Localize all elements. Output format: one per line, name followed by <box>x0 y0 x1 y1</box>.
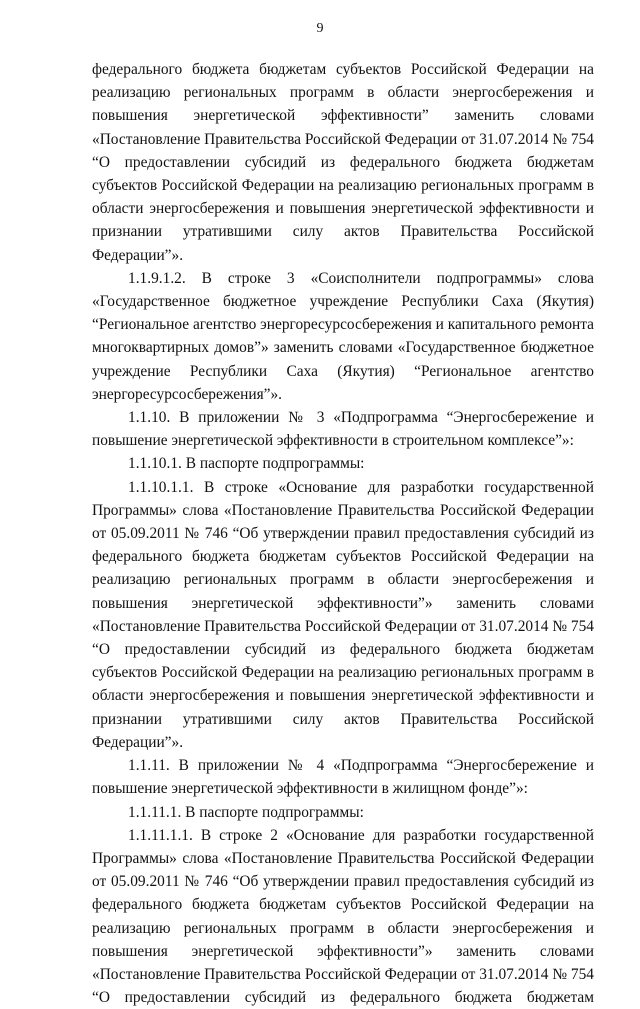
paragraph-amendment-continuation: федерального бюджета бюджетам субъектов Российской Федерации на реализацию региональных программ в области энергосбережения и повышения энергетической эффективности” заменить словами «Постановление Правительства Российской Федерации от 31.07.2014 № 754 “О предоставлении субсидий из федерального бюджета бюджетам субъектов Российской Федерации на реализацию региональных программ в области энергосбережения и повышения энергетической эффективности и признании утратившими силу актов Правительства Российской Федерации”». <box>92 61 594 264</box>
paragraph-1-1-10-1: 1.1.10.1. В паспорте подпрограммы: <box>128 455 365 473</box>
document-body <box>92 58 594 1009</box>
paragraph-1-1-11: 1.1.11. В приложении № 4 «Подпрограмма “Энергосбережение и повышение энергетической эффективности в жилищном фонде”»: <box>92 757 594 798</box>
paragraph-1-1-11-1-1: 1.1.11.1.1. В строке 2 «Основание для разработки государственной Программы» слова «Постановление Правительства Российской Федерации от 05.09.2011 № 746 “Об утверждении правил предоставления субсидий из федерального бюджета бюджетам субъектов Российской Федерации на реализацию региональных программ в области энергосбережения и повышения энергетической эффективности”» заменить словами «Постановление Правительства Российской Федерации от 31.07.2014 № 754 “О предоставлении субсидий из федерального бюджета бюджетам <box>92 826 594 1007</box>
paragraph-1-1-10-1-1: 1.1.10.1.1. В строке «Основание для разработки государственной Программы» слова «Постановление Правительства Российской Федерации от 05.09.2011 № 746 “Об утверждении правил предоставления субсидий из федерального бюджета бюджетам субъектов Российской Федерации на реализацию региональных программ в области энергосбережения и повышения энергетической эффективности”» заменить словами «Постановление Правительства Российской Федерации от 31.07.2014 № 754 “О предоставлении субсидий из федерального бюджета бюджетам субъектов Российской Федерации на реализацию региональных программ в области энергосбережения и повышения энергетической эффективности и признании утратившими силу актов Правительства Российской Федерации”». <box>92 478 594 751</box>
page-number: 9 <box>316 21 324 36</box>
paragraph-1-1-9-1-2: 1.1.9.1.2. В строке 3 «Соисполнители подпрограммы» слова «Государственное бюджетное учреждение Республики Саха (Якутия) “Региональное агентство энергоресурсосбережения и капитального ремонта многоквартирных домов”» заменить словами «Государственное бюджетное учреждение Республики Саха (Якутия) “Региональное агентство энергоресурсосбережения”». <box>92 269 594 403</box>
paragraph-1-1-11-1: 1.1.11.1. В паспорте подпрограммы: <box>128 803 364 821</box>
paragraph-1-1-10: 1.1.10. В приложении № 3 «Подпрограмма “Энергосбережение и повышение энергетической эффективности в строительном комплексе”»: <box>92 409 594 450</box>
